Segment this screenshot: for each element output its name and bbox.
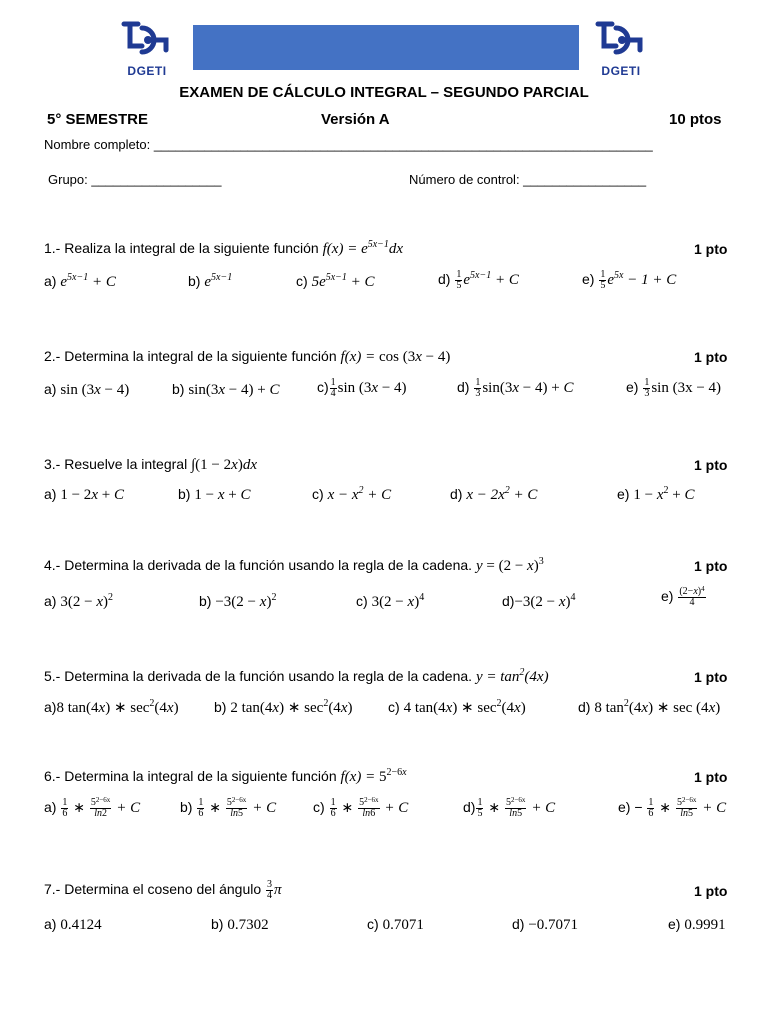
option-a[interactable]: a)8 tan(4x) ∗ $\sec^2(4x)$ (44, 698, 179, 716)
control-number-field[interactable]: Número de control: _________________ (409, 172, 647, 187)
header-banner (193, 25, 579, 70)
logo-text: DGETI (601, 64, 641, 78)
exam-title: EXAMEN DE CÁLCULO INTEGRAL – SEGUNDO PARCIAL (179, 84, 589, 101)
option-d[interactable]: d) 8 $\tan^2(4x)$ ∗ sec (4x) (578, 698, 721, 716)
option-b[interactable]: b) 0.7302 (211, 916, 269, 933)
option-d[interactable]: d) $\frac{1}{5}$ ∗ $\frac{5^{2-6x}}{\ln 5}$ + C (463, 796, 556, 819)
option-b[interactable]: b) $\frac{1}{6}$ ∗ $\frac{5^{2-6x}}{\ln 5}$ + C (180, 796, 277, 819)
question-points: 1 pto (694, 769, 728, 785)
option-a[interactable]: a) $e^{5x-1} + C$ (44, 272, 116, 290)
question-text: 2.- Determina la integral de la siguiente función (44, 348, 337, 364)
question-text: 4.- Determina la derivada de la función usando la regla de la cadena. (44, 557, 473, 573)
question-6: 6.- Determina la integral de la siguiente función $f(x) = 5^{2-6x}$ (44, 767, 407, 785)
question-text: 3.- Resuelve la integral (44, 456, 188, 472)
name-field[interactable]: Nombre completo: _____________________________________________________________________ (44, 137, 653, 152)
question-3: 3.- Resuelve la integral ∫(1 − 2x)dx (44, 456, 257, 473)
question-points: 1 pto (694, 669, 728, 685)
option-e[interactable]: e) − $\frac{1}{6}$ ∗ $\frac{5^{2-6x}}{\ln 5}$ + C (618, 796, 727, 819)
question-text: 7.- Determina el coseno del ángulo (44, 881, 262, 898)
option-d[interactable]: d) $\frac{1}{5}$ $e^{5x-1} + C$ (438, 269, 519, 291)
option-a[interactable]: a) 1 − 2x + C (44, 486, 124, 503)
option-d[interactable]: d) $x - 2x^2 + C$ (450, 485, 538, 503)
option-d[interactable]: $d)-3(2 - x)^4$ (502, 592, 576, 610)
option-e[interactable]: e) $1 - x^2 + C$ (617, 485, 695, 503)
option-b[interactable]: b) sin(3x − 4) + C (172, 381, 280, 398)
question-points: 1 pto (694, 241, 728, 257)
question-1 (44, 240, 403, 258)
option-a[interactable]: a) sin (3x − 4) (44, 381, 130, 398)
option-c[interactable]: c) $x - x^2 + C$ (312, 485, 392, 503)
total-points: 10 ptos (669, 111, 722, 128)
option-d[interactable]: d) −0.7071 (512, 916, 579, 933)
dgeti-emblem-icon (112, 18, 182, 64)
group-field[interactable]: Grupo: __________________ (48, 172, 222, 187)
question-text: 5.- Determina la derivada de la función usando la regla de la cadena. (44, 668, 473, 684)
question-points: 1 pto (694, 457, 728, 473)
option-e[interactable]: e) $\frac{(2-x)^4}{4}$ (661, 585, 705, 608)
option-c[interactable]: c) $\frac{1}{4}$ sin (3x − 4) (317, 377, 407, 399)
question-text: 1.- Realiza la integral de la siguiente función (44, 240, 319, 256)
question-points: 1 pto (694, 558, 728, 574)
dgeti-logo-right (586, 18, 656, 78)
function-expression: $f(x) = e^{5x-1}dx$ (322, 239, 404, 257)
version-label: Versión A (321, 111, 390, 128)
option-b[interactable]: $b) -3(2 - x)^2$ (199, 592, 277, 610)
option-a[interactable]: a) 0.4124 (44, 916, 102, 933)
option-b[interactable]: b) $e^{5x-1}$ (188, 272, 233, 290)
option-e[interactable]: e) $\frac{1}{5}$ $e^{5x} - 1 + C$ (582, 269, 677, 291)
option-e[interactable]: e) 0.9991 (668, 916, 726, 933)
question-4: 4.- Determina la derivada de la función usando la regla de la cadena. $y = (2 - x)^3$ (44, 556, 544, 574)
option-c[interactable]: c) $3(2 - x)^4$ (356, 592, 425, 610)
option-d[interactable]: d) $\frac{1}{3}$ sin(3x − 4) + C (457, 377, 574, 399)
option-c[interactable]: c) $\frac{1}{6}$ ∗ $\frac{5^{2-6x}}{\ln 6}$ + C (313, 796, 409, 819)
option-b[interactable]: b) 2 tan(4x) ∗ $\sec^2(4x)$ (214, 698, 353, 716)
option-c[interactable]: c) $5e^{5x-1} + C$ (296, 272, 375, 290)
option-c[interactable]: c) 4 tan(4x) ∗ $\sec^2(4x)$ (388, 698, 526, 716)
option-a[interactable]: a) $3(2 - x)^2$ (44, 592, 113, 610)
question-2: 2.- Determina la integral de la siguiente función f(x) = cos (3x − 4) (44, 348, 451, 365)
question-points: 1 pto (694, 883, 728, 899)
question-7: 7.- Determina el coseno del ángulo $\frac{3}{4}$ π (44, 879, 282, 901)
question-5: 5.- Determina la derivada de la función usando la regla de la cadena. $y = \tan^2(4x)$ (44, 667, 549, 685)
option-a[interactable]: a) $\frac{1}{6}$ ∗ $\frac{5^{2-6x}}{\ln 2}$ + C (44, 796, 141, 819)
semester-label: 5° SEMESTRE (47, 111, 149, 128)
dgeti-emblem-icon (586, 18, 656, 64)
logo-text: DGETI (127, 64, 167, 78)
option-e[interactable]: e) $\frac{1}{3}$ sin (3x − 4) (626, 377, 722, 399)
question-text: 6.- Determina la integral de la siguiente función (44, 768, 337, 784)
question-points: 1 pto (694, 349, 728, 365)
option-b[interactable]: b) 1 − x + C (178, 486, 251, 503)
dgeti-logo-left (112, 18, 182, 78)
option-c[interactable]: c) 0.7071 (367, 916, 424, 933)
